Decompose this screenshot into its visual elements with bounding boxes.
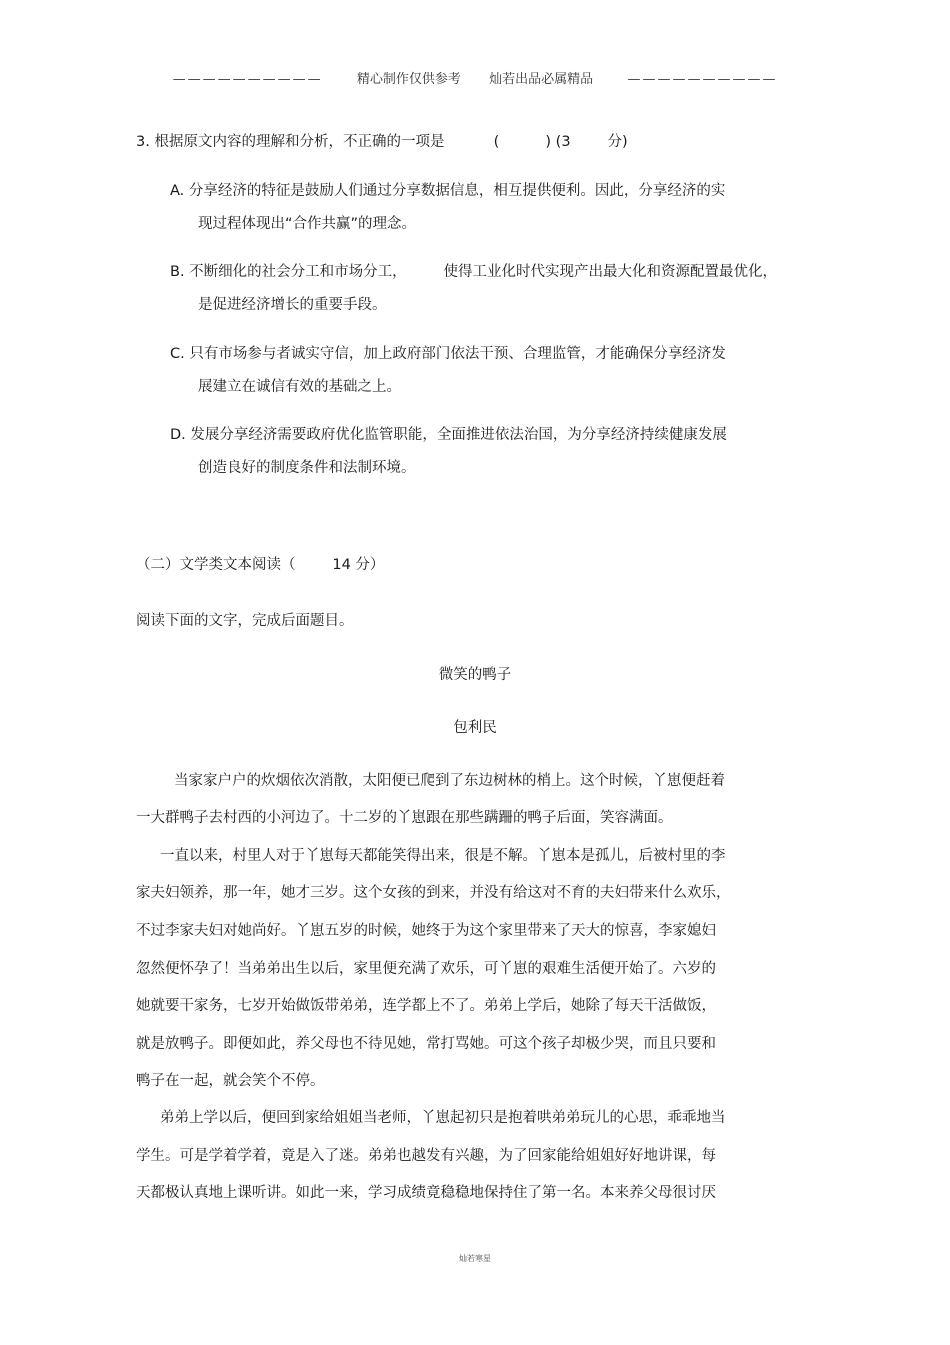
story-line: 弟弟上学以后，便回到家给姐姐当老师，丫崽起初只是抱着哄弟弟玩儿的心思，乖乖地当 [160, 1110, 726, 1126]
option-c-line-2: 展建立在诚信有效的基础之上。 [198, 379, 401, 395]
option-a-line-1: A. 分享经济的特征是鼓励人们通过分享数据信息，相互提供便利。因此，分享经济的实 [170, 183, 726, 199]
story-title: 微笑的鸭子 [438, 667, 512, 683]
header-text-1: 精心制作仅供参考 [356, 72, 461, 87]
story-line: 家夫妇领养，那一年，她才三岁。这个女孩的到来，并没有给这对不育的夫妇带来什么欢乐， [136, 885, 731, 901]
story-line: 当家家户户的炊烟依次消散，太阳便已爬到了东边树林的梢上。这个时候，丫崽便赶着 [174, 773, 725, 789]
story-line: 学生。可是学着学着，竟是入了迷。弟弟也越发有兴趣，为了回家能给姐姐好好地讲课，每 [136, 1148, 716, 1164]
story-line: 不过李家夫妇对她尚好。丫崽五岁的时候，她终于为这个家里带来了天大的惊喜，李家媳妇 [136, 923, 716, 939]
story-line: 她就要干家务，七岁开始做饭带弟弟，连学都上不了。弟弟上学后，她除了每天干活做饭， [136, 998, 716, 1014]
header-text-2: 灿若出品必属精品 [489, 72, 594, 87]
story-line: 鸭子在一起，就会笑个不停。 [136, 1073, 325, 1089]
question-3-stem [136, 130, 628, 151]
header-left-dashes: —————————— [172, 72, 323, 87]
story-line: 就是放鸭子。即便如此，养父母也不待见她，常打骂她。可这个孩子却极少哭，而且只要和 [136, 1036, 716, 1052]
story-line: 一大群鸭子去村西的小河边了。十二岁的丫崽跟在那些蹒跚的鸭子后面，笑容满面。 [136, 810, 673, 826]
option-d-line-1: D. 发展分享经济需要政府优化监管职能，全面推进依法治国，为分享经济持续健康发展 [170, 427, 727, 443]
header-right-dashes: —————————— [627, 72, 778, 87]
reading-instruction: 阅读下面的文字，完成后面题目。 [136, 613, 354, 629]
page-header [0, 68, 950, 87]
option-b-line-1: B. 不断细化的社会分工和市场分工， 使得工业化时代实现产出最大化和资源配置最优化， [170, 264, 778, 280]
story-line: 忽然便怀孕了！当弟弟出生以后，家里便充满了欢乐，可丫崽的艰难生活便开始了。六岁的 [136, 961, 716, 977]
section-heading: （二）文学类文本阅读（ 14 分） [136, 557, 385, 573]
option-d-line-2: 创造良好的制度条件和法制环境。 [198, 460, 416, 476]
option-b-line-2: 是促进经济增长的重要手段。 [198, 297, 387, 313]
option-a-line-2: 现过程体现出“合作共赢”的理念。 [198, 216, 417, 232]
story-line: 一直以来，村里人对于丫崽每天都能笑得出来，很是不解。丫崽本是孤儿，后被村里的李 [160, 848, 726, 864]
question-stem-text: 3. 根据原文内容的理解和分析，不正确的一项是 [136, 134, 445, 150]
story-line: 天都极认真地上课听讲。如此一来，学习成绩竟稳稳地保持住了第一名。本来养父母很讨厌 [136, 1185, 716, 1201]
option-c-line-1: C. 只有市场参与者诚实守信，加上政府部门依法干预、合理监管，才能确保分享经济发 [170, 346, 726, 362]
page-footer: 灿若寒星 [459, 1254, 491, 1263]
story-author: 包利民 [453, 720, 497, 736]
question-score-paren: ( ) (3 分) [493, 134, 628, 150]
